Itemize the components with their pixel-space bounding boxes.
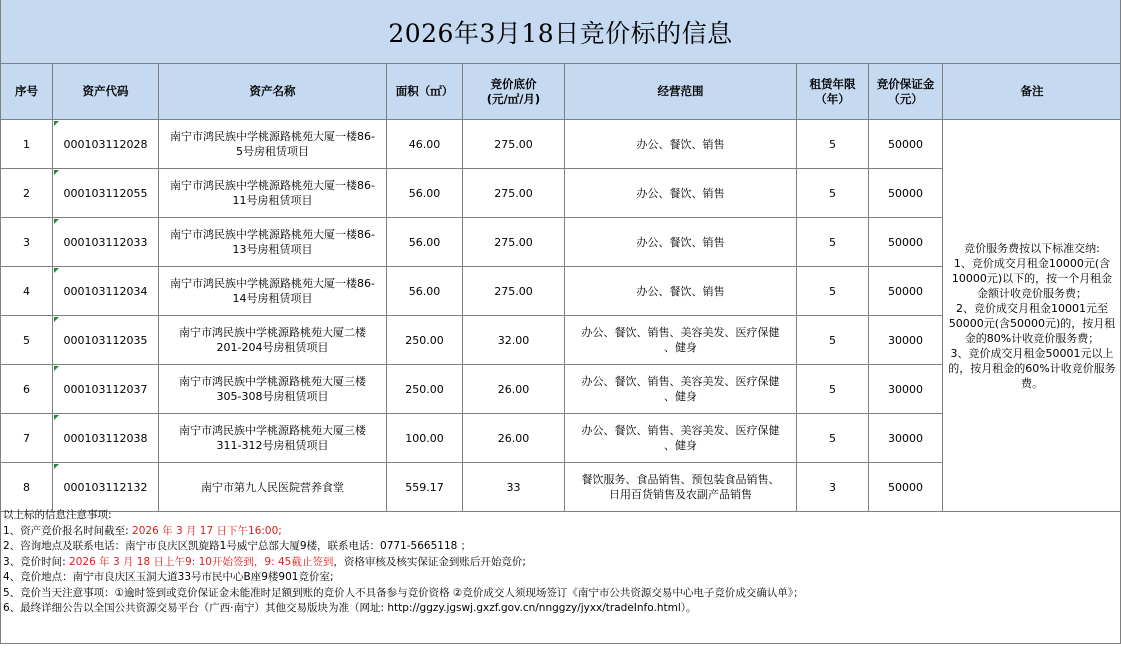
header-name: 资产名称 xyxy=(159,64,387,120)
header-deposit-line1: 竞价保证金 xyxy=(876,76,935,91)
cell-years[interactable] xyxy=(797,267,869,316)
row-4-price: 275.00 xyxy=(494,284,533,298)
row-1-name-l1: 南宁市鸿民族中学桃源路桃苑大厦一楼86- xyxy=(170,130,375,143)
cell-years[interactable] xyxy=(797,120,869,169)
cell-scope[interactable] xyxy=(565,120,797,169)
row-7-scope-l1: 办公、餐饮、销售、美容美发、医疗保健 xyxy=(581,424,780,437)
cell-years[interactable] xyxy=(797,218,869,267)
row-8-years: 3 xyxy=(829,480,836,494)
row-1-area: 46.00 xyxy=(408,137,441,151)
cell-deposit[interactable] xyxy=(869,218,943,267)
row-6-scope-l1: 办公、餐饮、销售、美容美发、医疗保健 xyxy=(581,375,780,388)
row-4-years: 5 xyxy=(829,284,836,298)
cell-deposit[interactable] xyxy=(869,463,943,512)
row-2-name-l1: 南宁市鸿民族中学桃源路桃苑大厦一楼86- xyxy=(170,179,375,192)
cell-scope[interactable] xyxy=(565,218,797,267)
row-5-scope-l2: 、健身 xyxy=(664,341,697,354)
left-border xyxy=(0,0,1,644)
header-price xyxy=(463,64,565,120)
row-1-scope-l1: 办公、餐饮、销售 xyxy=(636,137,725,151)
row-8-seq: 8 xyxy=(23,480,30,494)
cell-scope[interactable] xyxy=(565,169,797,218)
error-indicator-icon xyxy=(54,170,59,175)
row-8-name-l1: 南宁市第九人民医院营养食堂 xyxy=(201,480,344,494)
cell-scope[interactable] xyxy=(565,267,797,316)
cell-seq[interactable] xyxy=(1,463,53,512)
cell-area[interactable] xyxy=(387,365,463,414)
cell-price[interactable] xyxy=(463,365,565,414)
row-1-seq: 1 xyxy=(23,137,30,151)
cell-price[interactable] xyxy=(463,463,565,512)
row-6-deposit: 30000 xyxy=(888,382,923,396)
row-1-years: 5 xyxy=(829,137,836,151)
cell-note[interactable] xyxy=(943,120,1121,512)
row-6-price: 26.00 xyxy=(497,382,530,396)
row-4-name-l2: 14号房租赁项目 xyxy=(232,292,313,305)
cell-price[interactable] xyxy=(463,316,565,365)
note-line-9: 的，按月租金的60%计收竞价服务 xyxy=(948,361,1116,375)
cell-scope[interactable] xyxy=(565,365,797,414)
row-6-area: 250.00 xyxy=(405,382,444,396)
header-years xyxy=(797,64,869,120)
footer-line-4: 4、竞价地点：南宁市良庆区玉洞大道33号市民中心B座9楼901竞价室; xyxy=(3,571,334,583)
cell-area[interactable] xyxy=(387,120,463,169)
cell-deposit[interactable] xyxy=(869,169,943,218)
footer-line-5: 5、竞价当天注意事项：①逾时签到或竞价保证金未能准时足额到账的竞价人不具备参与竞价资格 ②竞价成交人须现场签订《南宁市公共资源交易中心电子竞价成交确认单》； xyxy=(3,586,804,599)
cell-seq[interactable] xyxy=(1,365,53,414)
footer-line-3-rest: ，资格审核及核实保证金到账后开始竞价; xyxy=(333,555,526,568)
row-7-code: 000103112038 xyxy=(63,431,148,445)
cell-deposit[interactable] xyxy=(869,365,943,414)
row-8-deposit: 50000 xyxy=(888,480,923,494)
note-line-5: 2、竞价成交月租金10001元至 xyxy=(956,301,1108,315)
footer-intro: 以上标的信息注意事项: xyxy=(3,509,112,521)
header-years-line2: （年） xyxy=(815,91,850,106)
auction-table xyxy=(0,63,1121,512)
cell-name[interactable] xyxy=(159,463,387,512)
note-line-7: 金的80%计收竞价服务费； xyxy=(964,331,1100,345)
row-6-scope-l2: 、健身 xyxy=(664,390,697,403)
error-indicator-icon xyxy=(54,219,59,224)
cell-seq[interactable] xyxy=(1,120,53,169)
row-3-seq: 3 xyxy=(23,235,30,249)
cell-area[interactable] xyxy=(387,316,463,365)
cell-price[interactable] xyxy=(463,414,565,463)
cell-name[interactable] xyxy=(159,267,387,316)
footer-line-1-deadline: 2026 年 3 月 17 日下午16:00; xyxy=(128,524,282,537)
cell-price[interactable] xyxy=(463,267,565,316)
header-seq: 序号 xyxy=(1,64,53,120)
row-6-name-l2: 305-308号房租赁项目 xyxy=(216,390,329,403)
error-indicator-icon xyxy=(54,464,59,469)
row-5-seq: 5 xyxy=(23,333,30,347)
row-4-deposit: 50000 xyxy=(888,284,923,298)
row-6-name-l1: 南宁市鸿民族中学桃源路桃苑大厦三楼 xyxy=(179,375,366,388)
cell-deposit[interactable] xyxy=(869,267,943,316)
header-scope: 经营范围 xyxy=(565,64,797,120)
note-line-3: 10000元)以下的，按一个月租金 xyxy=(951,271,1113,285)
cell-price[interactable] xyxy=(463,120,565,169)
row-6-seq: 6 xyxy=(23,382,30,396)
note-line-4: 金额计收竞价服务费； xyxy=(977,286,1087,300)
header-years-line1: 租赁年限 xyxy=(809,76,856,91)
footer-line-1-label: 1、资产竞价报名时间截至: xyxy=(3,524,129,537)
row-7-years: 5 xyxy=(829,431,836,445)
cell-deposit[interactable] xyxy=(869,120,943,169)
row-1-price: 275.00 xyxy=(494,137,533,151)
cell-name[interactable] xyxy=(159,218,387,267)
cell-years[interactable] xyxy=(797,414,869,463)
header-code: 资产代码 xyxy=(53,64,159,120)
table-row-1[interactable] xyxy=(1,120,1121,169)
header-row xyxy=(1,64,1121,120)
cell-scope[interactable] xyxy=(565,463,797,512)
error-indicator-icon xyxy=(54,415,59,420)
cell-scope[interactable] xyxy=(565,414,797,463)
header-area: 面积（㎡） xyxy=(387,64,463,120)
cell-name[interactable] xyxy=(159,316,387,365)
header-deposit xyxy=(869,64,943,120)
cell-code[interactable] xyxy=(53,316,159,365)
cell-name[interactable] xyxy=(159,365,387,414)
cell-name[interactable] xyxy=(159,414,387,463)
row-5-area: 250.00 xyxy=(405,333,444,347)
row-8-code: 000103112132 xyxy=(63,480,148,494)
row-5-price: 32.00 xyxy=(497,333,530,347)
cell-price[interactable] xyxy=(463,169,565,218)
cell-area[interactable] xyxy=(387,463,463,512)
row-1-deposit: 50000 xyxy=(888,137,923,151)
row-1-code: 000103112028 xyxy=(63,137,148,151)
footer-line-1 xyxy=(3,524,1118,540)
row-8-price: 33 xyxy=(506,480,521,494)
row-7-price: 26.00 xyxy=(497,431,530,445)
cell-seq[interactable] xyxy=(1,316,53,365)
cell-area[interactable] xyxy=(387,218,463,267)
row-2-name-l2: 11号房租赁项目 xyxy=(232,194,313,207)
row-3-code: 000103112033 xyxy=(63,235,148,249)
cell-deposit[interactable] xyxy=(869,414,943,463)
row-2-years: 5 xyxy=(829,186,836,200)
row-7-name-l1: 南宁市鸿民族中学桃源路桃苑大厦三楼 xyxy=(179,424,366,437)
cell-code[interactable] xyxy=(53,365,159,414)
cell-code[interactable] xyxy=(53,218,159,267)
error-indicator-icon xyxy=(54,317,59,322)
row-5-deposit: 30000 xyxy=(888,333,923,347)
row-3-years: 5 xyxy=(829,235,836,249)
row-2-seq: 2 xyxy=(23,186,30,200)
cell-price[interactable] xyxy=(463,218,565,267)
footer-line-3 xyxy=(3,555,1118,571)
row-4-area: 56.00 xyxy=(408,284,441,298)
row-2-price: 275.00 xyxy=(494,186,533,200)
note-line-8: 3、竞价成交月租金50001元以上 xyxy=(950,346,1114,360)
cell-seq[interactable] xyxy=(1,414,53,463)
cell-code[interactable] xyxy=(53,414,159,463)
row-4-seq: 4 xyxy=(23,284,30,298)
row-5-years: 5 xyxy=(829,333,836,347)
row-2-scope-l1: 办公、餐饮、销售 xyxy=(636,186,725,200)
row-8-scope-l2: 日用百货销售及农副产品销售 xyxy=(609,488,752,501)
row-6-code: 000103112037 xyxy=(63,382,148,396)
row-7-scope-l2: 、健身 xyxy=(664,439,697,452)
cell-deposit[interactable] xyxy=(869,316,943,365)
cell-area[interactable] xyxy=(387,267,463,316)
row-4-name-l1: 南宁市鸿民族中学桃源路桃苑大厦一楼86- xyxy=(170,277,375,290)
footer-line-3-label: 3、竞价时间: xyxy=(3,555,66,568)
error-indicator-icon xyxy=(54,366,59,371)
header-price-line2: (元/㎡/月) xyxy=(486,91,541,106)
row-5-code: 000103112035 xyxy=(63,333,148,347)
row-7-seq: 7 xyxy=(23,431,30,445)
row-8-area: 559.17 xyxy=(405,480,444,494)
page-title: 2026年3月18日竞价标的信息 xyxy=(0,0,1121,64)
cell-code[interactable] xyxy=(53,120,159,169)
row-3-scope-l1: 办公、餐饮、销售 xyxy=(636,235,725,249)
header-deposit-line2: （元） xyxy=(888,91,923,106)
row-5-scope-l1: 办公、餐饮、销售、美容美发、医疗保健 xyxy=(581,326,780,339)
note-line-2: 1、竞价成交月租金10000元(含 xyxy=(953,256,1111,270)
row-3-price: 275.00 xyxy=(494,235,533,249)
cell-code[interactable] xyxy=(53,169,159,218)
row-3-name-l2: 13号房租赁项目 xyxy=(232,243,313,256)
row-7-deposit: 30000 xyxy=(888,431,923,445)
error-indicator-icon xyxy=(54,268,59,273)
footer-notes xyxy=(3,508,1118,617)
cell-years[interactable] xyxy=(797,169,869,218)
row-7-area: 100.00 xyxy=(405,431,444,445)
row-4-scope-l1: 办公、餐饮、销售 xyxy=(636,284,725,298)
row-2-code: 000103112055 xyxy=(63,186,148,200)
row-3-name-l1: 南宁市鸿民族中学桃源路桃苑大厦一楼86- xyxy=(170,228,375,241)
footer-line-6: 6、最终详细公告以全国公共资源交易平台（广西·南宁）其他交易版块为准（网址: http://ggzy.jgswj.gxzf.gov.cn/nnggzy/jyxx/tradeInfo.html）。 xyxy=(3,602,697,614)
cell-area[interactable] xyxy=(387,169,463,218)
note-line-10: 费。 xyxy=(1021,376,1043,390)
note-line-1: 竞价服务费按以下标准交纳: xyxy=(964,241,1100,255)
cell-code[interactable] xyxy=(53,463,159,512)
cell-seq[interactable] xyxy=(1,169,53,218)
cell-years[interactable] xyxy=(797,463,869,512)
row-5-name-l2: 201-204号房租赁项目 xyxy=(216,341,329,354)
cell-scope[interactable] xyxy=(565,316,797,365)
cell-name[interactable] xyxy=(159,120,387,169)
row-6-years: 5 xyxy=(829,382,836,396)
cell-years[interactable] xyxy=(797,365,869,414)
row-7-name-l2: 311-312号房租赁项目 xyxy=(216,439,329,452)
row-4-code: 000103112034 xyxy=(63,284,148,298)
footer-bottom-border xyxy=(0,643,1121,644)
cell-code[interactable] xyxy=(53,267,159,316)
cell-years[interactable] xyxy=(797,316,869,365)
cell-name[interactable] xyxy=(159,169,387,218)
cell-seq[interactable] xyxy=(1,218,53,267)
header-price-line1: 竞价底价 xyxy=(490,76,537,91)
note-line-6: 50000元(含50000元)的，按月租 xyxy=(948,316,1116,330)
cell-area[interactable] xyxy=(387,414,463,463)
row-5-name-l1: 南宁市鸿民族中学桃源路桃苑大厦二楼 xyxy=(179,326,366,339)
row-1-name-l2: 5号房租赁项目 xyxy=(236,145,309,158)
footer-line-3-time: 2026 年 3 月 18 日上午9: 10开始签到，9: 45截止签到 xyxy=(65,555,334,568)
header-note: 备注 xyxy=(943,64,1121,120)
row-3-deposit: 50000 xyxy=(888,235,923,249)
row-2-area: 56.00 xyxy=(408,186,441,200)
footer-line-2: 2、咨询地点及联系电话：南宁市良庆区凯旋路1号威宁总部大厦9楼，联系电话：0771-5665118 ； xyxy=(3,540,472,552)
row-8-scope-l1: 餐饮服务、食品销售、预包装食品销售、 xyxy=(581,473,780,486)
row-2-deposit: 50000 xyxy=(888,186,923,200)
cell-seq[interactable] xyxy=(1,267,53,316)
error-indicator-icon xyxy=(54,121,59,126)
row-3-area: 56.00 xyxy=(408,235,441,249)
